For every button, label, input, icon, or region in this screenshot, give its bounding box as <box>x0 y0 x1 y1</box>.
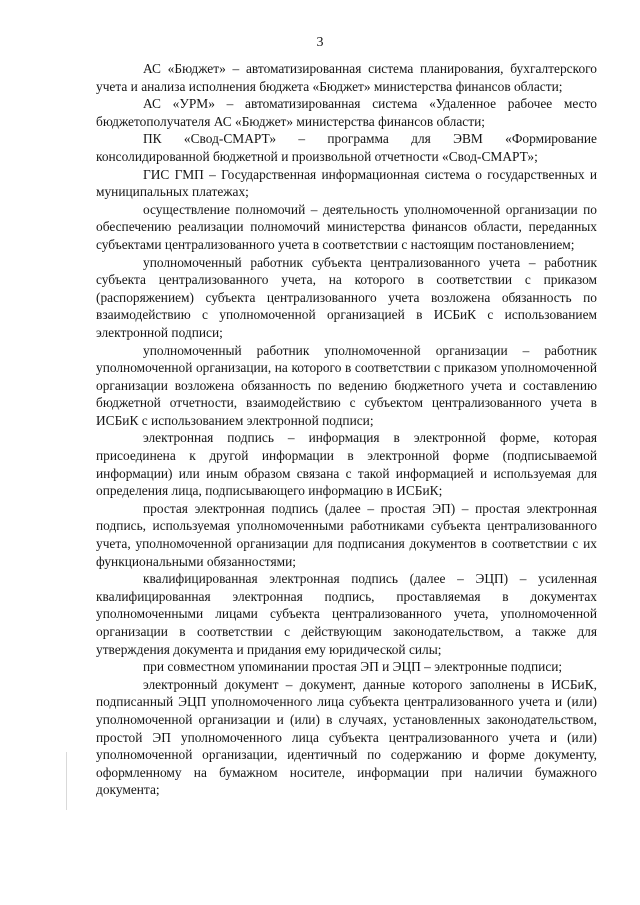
definition-paragraph: ГИС ГМП – Государственная информационная система о государственных и муниципальных платежах; <box>96 166 597 200</box>
definition-paragraph: ПК «Свод-СМАРТ» – программа для ЭВМ «Формирование консолидированной бюджетной и произвольной отчетности «Свод-СМАРТ»; <box>96 131 597 164</box>
definition-paragraph: квалифицированная электронная подпись (далее – ЭЦП) – усиленная квалифицированная электронная подпись, проставляемая в документах уполномоченными лицами субъекта централизованного учета, уполномоченной организации в соответствии с действующим законодательством, а также для утверждения документа и придания ему юридической силы; <box>96 571 597 657</box>
page-number: 3 <box>316 35 324 50</box>
definition-paragraph: при совместном упоминании простая ЭП и ЭЦП – электронные подписи; <box>143 659 563 675</box>
definition-paragraph: электронная подпись – информация в электронной форме, которая присоединена к другой информации в электронной форме (подписываемой информации) или иным образом связана с такой информацией и используемая для определения лица, подписывающего информацию в ИСБиК; <box>96 430 597 499</box>
definition-paragraph: уполномоченный работник уполномоченной организации – работник уполномоченной организации, на которого в соответствии с приказом уполномоченной организации возложена обязанность по ведению бюджетного учета и составлению бюджетной отчетности, взаимодействию с субъектом централизованного учета в ИСБиК с использованием электронной подписи; <box>96 342 597 428</box>
definition-paragraph: осуществление полномочий – деятельность уполномоченной организации по обеспечению реализации полномочий министерства финансов области, переданных субъектами централизованного учета в соответствии с настоящим постановлением; <box>96 201 597 252</box>
document-body <box>96 60 597 799</box>
definition-paragraph: АС «Бюджет» – автоматизированная система планирования, бухгалтерского учета и анализа исполнения бюджета «Бюджет» министерства финансов области; <box>96 61 597 94</box>
definition-paragraph: электронный документ – документ, данные которого заполнены в ИСБиК, подписанный ЭЦП уполномоченного лица субъекта централизованного учета и (или) уполномоченной организации и (или) в случаях, установленных законодательством, простой ЭП уполномоченного лица субъекта централизованного учета и (или) уполномоченной организации, идентичный по содержанию и форме документу, оформленному на бумажном носителе, информации при наличии бумажного документа; <box>96 676 597 798</box>
definition-paragraph: простая электронная подпись (далее – простая ЭП) – простая электронная подпись, используемая уполномоченными работниками субъекта централизованного учета, уполномоченной организации для подписания документов в соответствии с их функциональными обязанностями; <box>96 500 597 569</box>
definition-paragraph: уполномоченный работник субъекта централизованного учета – работник субъекта централизованного учета, на которого в соответствии с приказом (распоряжением) субъекта централизованного учета возложена обязанность по взаимодействию с уполномоченной организацией в ИСБиК с использованием электронной подписи; <box>96 254 597 340</box>
definition-paragraph: АС «УРМ» – автоматизированная система «Удаленное рабочее место бюджетополучателя АС «Бюджет» министерства финансов области; <box>96 96 597 129</box>
scan-margin-mark <box>66 752 67 810</box>
